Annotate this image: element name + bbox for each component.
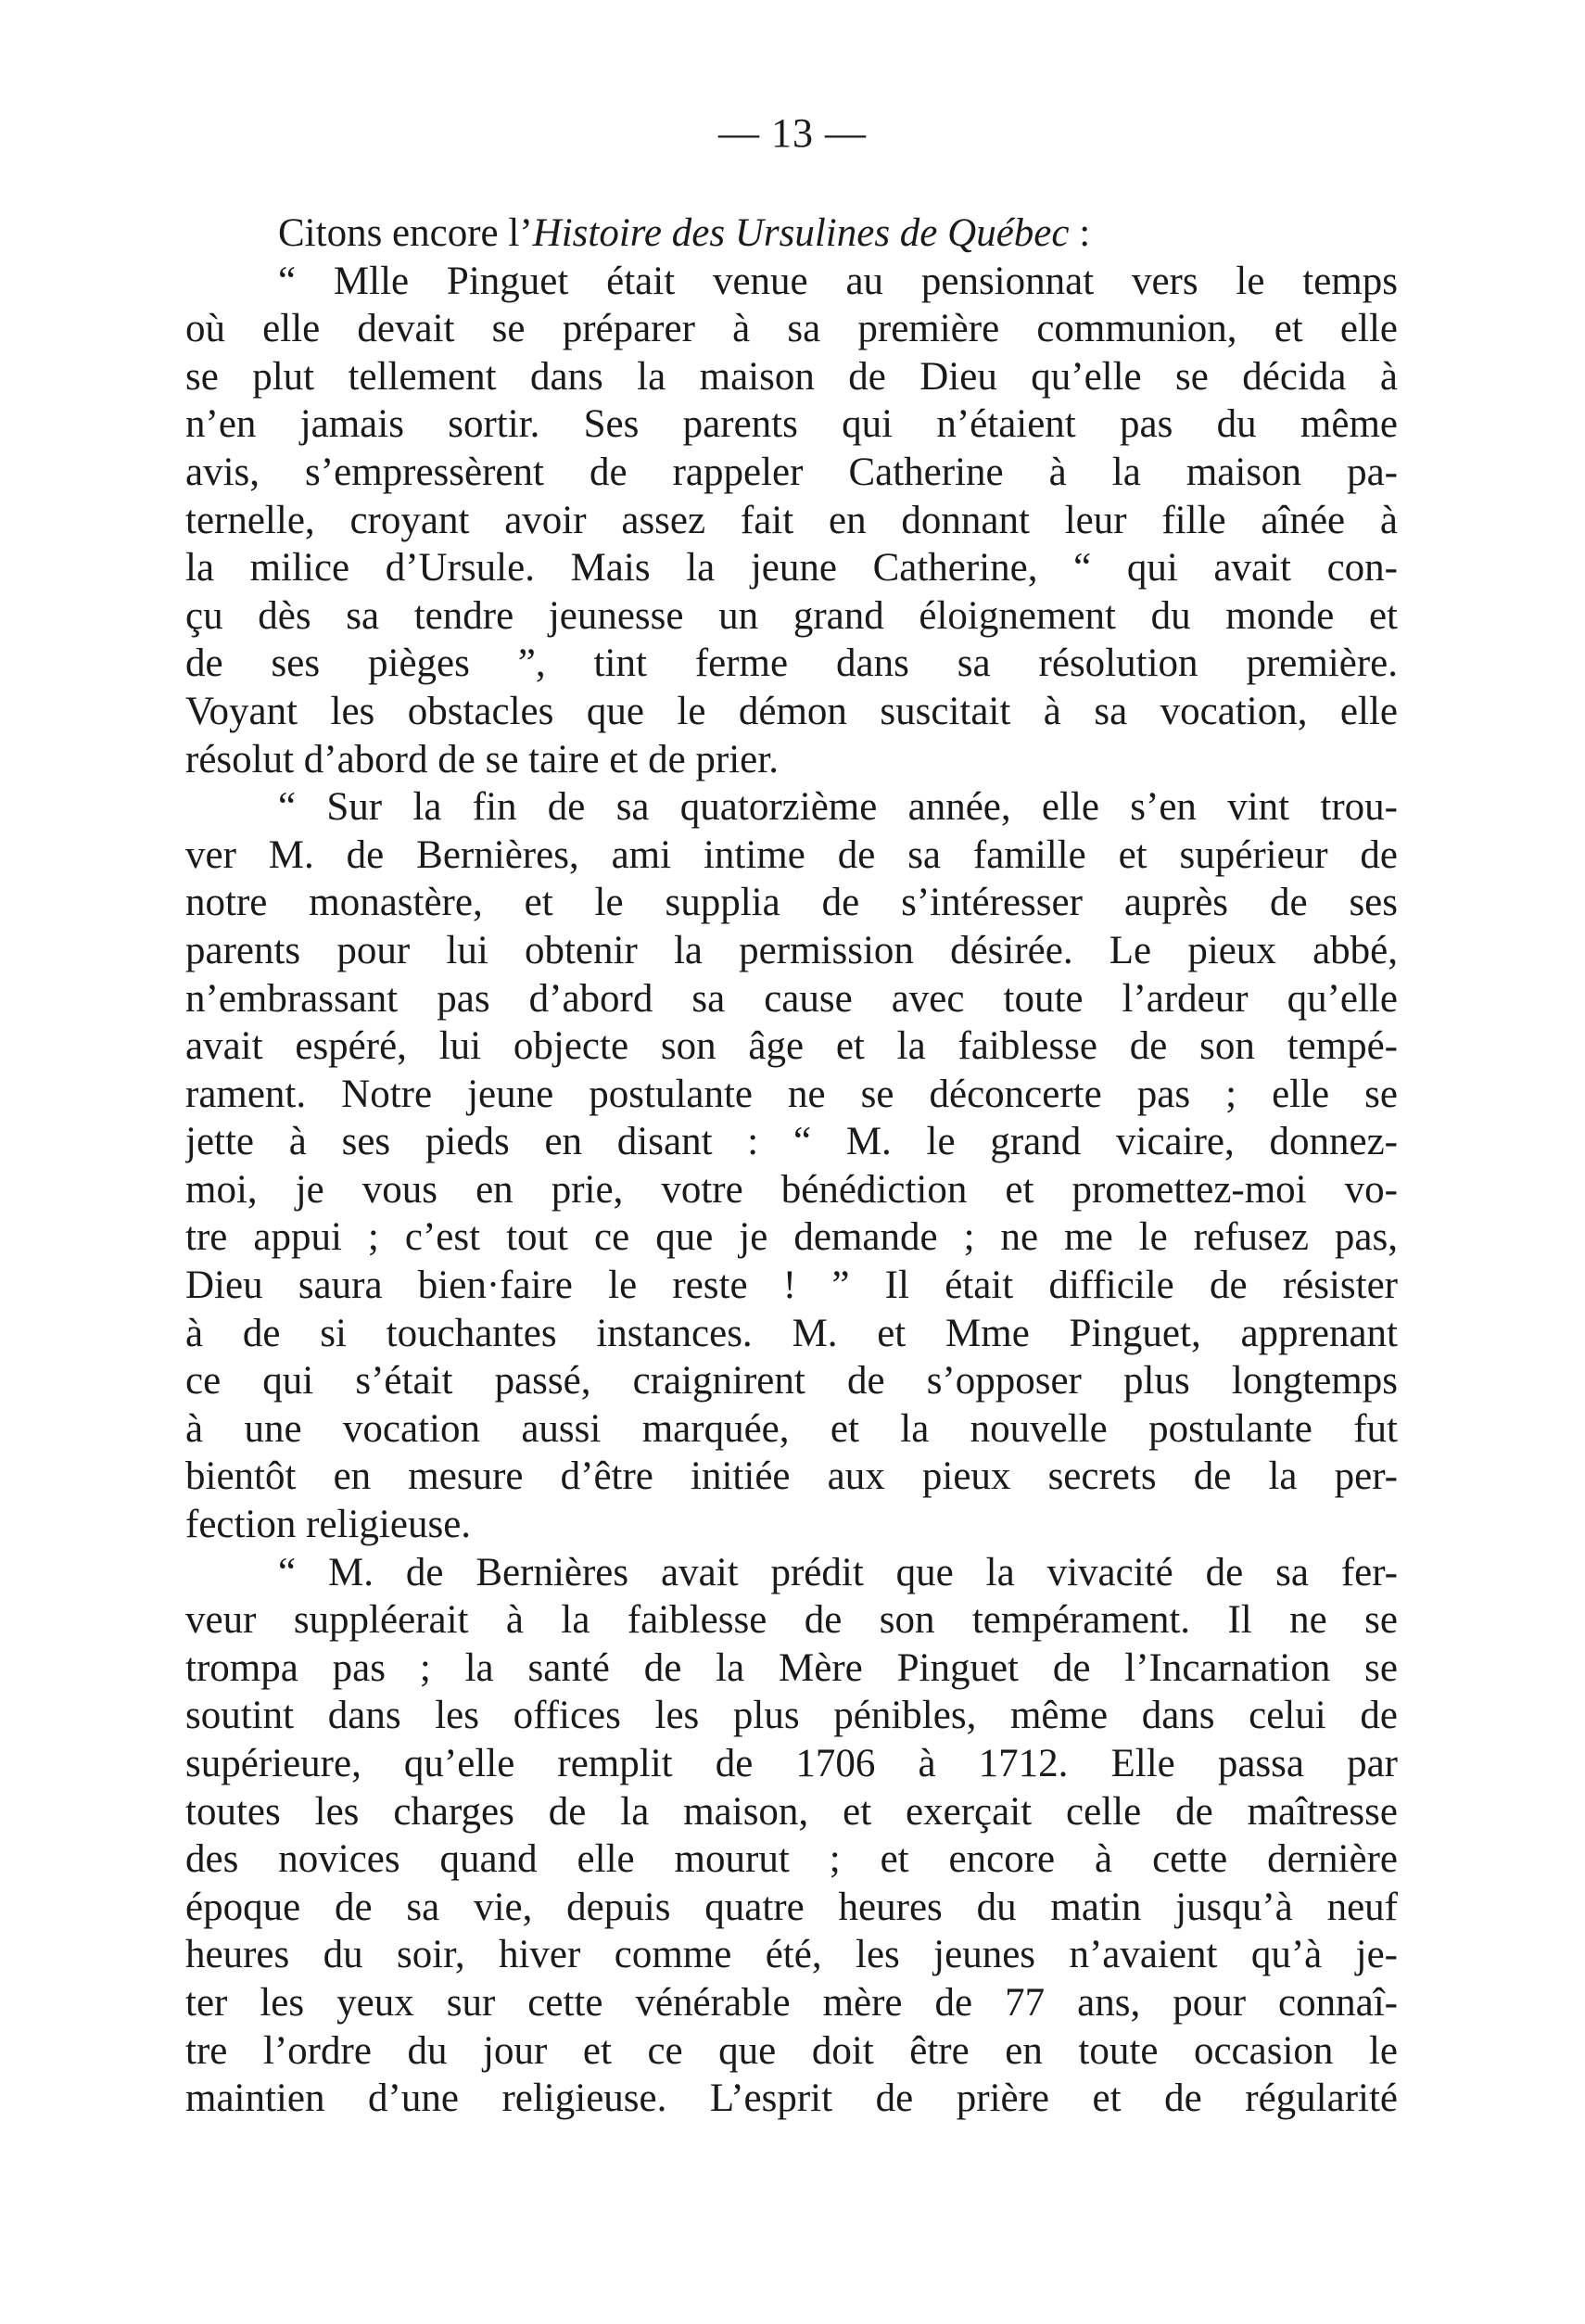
- text-line: [185, 1213, 1398, 1262]
- text-line: [185, 783, 1398, 832]
- text-line: [185, 1262, 1398, 1310]
- line-text: avis, s’empressèrent de rappeler Catherine à la maison pa-: [185, 450, 1398, 494]
- line-text: Dieu saura bien·faire le reste ! ” Il était difficile de résister: [185, 1264, 1398, 1308]
- italic-title: Histoire des Ursulines de Québec: [532, 211, 1070, 255]
- line-text: la milice d’Ursule. Mais la jeune Catherine, “ qui avait con-: [185, 546, 1398, 591]
- text-line: [185, 544, 1398, 592]
- text-line: [185, 927, 1398, 975]
- text-line: [185, 1884, 1398, 1932]
- line-text: fection religieuse.: [185, 1503, 472, 1547]
- text-line: [185, 1835, 1398, 1884]
- line-text: se plut tellement dans la maison de Dieu qu’elle se décida à: [185, 354, 1398, 399]
- text-line: [185, 1788, 1398, 1836]
- line-text: “ Mlle Pinguet était venue au pensionnat vers le temps: [278, 259, 1398, 303]
- line-text: Citons encore l’: [278, 211, 533, 255]
- text-line: [185, 640, 1398, 688]
- line-text: tre l’ordre du jour et ce que doit être en toute occasion le: [185, 2028, 1398, 2073]
- text-line: [185, 1501, 1398, 1549]
- line-text: veur suppléerait à la faiblesse de son tempérament. Il ne se: [185, 1598, 1398, 1643]
- text-line: [185, 1166, 1398, 1214]
- line-text: avait espéré, lui objecte son âge et la faiblesse de son tempé-: [185, 1024, 1398, 1069]
- line-text: trompa pas ; la santé de la Mère Pinguet de l’Incarnation se: [185, 1645, 1398, 1690]
- line-text: époque de sa vie, depuis quatre heures du matin jusqu’à neuf: [185, 1885, 1398, 1929]
- line-text: bientôt en mesure d’être initiée aux pieux secrets de la per-: [185, 1454, 1398, 1499]
- text-line: [185, 688, 1398, 736]
- text-line: [185, 449, 1398, 497]
- text-line: [185, 1405, 1398, 1454]
- line-text: à de si touchantes instances. M. et Mme Pinguet, apprenant: [185, 1311, 1398, 1355]
- text-line: [185, 832, 1398, 880]
- line-text: résolut d’abord de se taire et de prier.: [185, 737, 779, 781]
- text-line: [185, 2075, 1398, 2123]
- text-line: [185, 2027, 1398, 2076]
- text-line: [185, 1549, 1398, 1597]
- text-line: [185, 258, 1398, 306]
- text-line: [185, 353, 1398, 401]
- line-text: toutes les charges de la maison, et exerçait celle de maîtresse: [185, 1789, 1398, 1834]
- text-line: [185, 1740, 1398, 1788]
- text-line: [185, 879, 1398, 927]
- text-line: [185, 736, 1398, 784]
- line-text: n’en jamais sortir. Ses parents qui n’étaient pas du même: [185, 402, 1398, 447]
- line-text: où elle devait se préparer à sa première communion, et elle: [185, 307, 1398, 351]
- line-text: parents pour lui obtenir la permission désirée. Le pieux abbé,: [185, 928, 1398, 972]
- text-line: [185, 210, 1398, 258]
- text-line: [185, 592, 1398, 641]
- text-line: [185, 1692, 1398, 1740]
- text-line: [185, 1357, 1398, 1405]
- text-line: [185, 1118, 1398, 1166]
- line-text: ter les yeux sur cette vénérable mère de 77 ans, pour connaî-: [185, 1980, 1398, 2025]
- text-line: [185, 1645, 1398, 1693]
- line-text: ternelle, croyant avoir assez fait en donnant leur fille aînée à: [185, 498, 1398, 542]
- text-line: [185, 497, 1398, 545]
- line-text: ver M. de Bernières, ami intime de sa famille et supérieur de: [185, 832, 1398, 877]
- line-text: “ M. de Bernières avait prédit que la vivacité de sa fer-: [278, 1550, 1398, 1594]
- text-line: [185, 1931, 1398, 1979]
- line-text: de ses pièges ”, tint ferme dans sa résolution première.: [185, 641, 1398, 686]
- line-text: heures du soir, hiver comme été, les jeunes n’avaient qu’à je-: [185, 1933, 1398, 1977]
- line-text: moi, je vous en prie, votre bénédiction et promettez-moi vo-: [185, 1167, 1398, 1212]
- text-line: [185, 1979, 1398, 2027]
- text-line: [185, 1071, 1398, 1119]
- line-text-after: :: [1069, 211, 1091, 255]
- line-text: “ Sur la fin de sa quatorzième année, elle s’en vint trou-: [278, 785, 1398, 830]
- text-line: [185, 975, 1398, 1023]
- line-text: ce qui s’était passé, craignirent de s’opposer plus longtemps: [185, 1359, 1398, 1403]
- line-text: n’embrassant pas d’abord sa cause avec toute l’ardeur qu’elle: [185, 976, 1398, 1021]
- text-line: [185, 400, 1398, 449]
- line-text: tre appui ; c’est tout ce que je demande ; ne me le refusez pas,: [185, 1215, 1398, 1260]
- text-line: [185, 1022, 1398, 1071]
- line-text: maintien d’une religieuse. L’esprit de prière et de régularité: [185, 2076, 1398, 2121]
- line-text: des novices quand elle mourut ; et encore à cette dernière: [185, 1837, 1398, 1882]
- text-line: [185, 1453, 1398, 1501]
- line-text: notre monastère, et le supplia de s’intéresser auprès de ses: [185, 881, 1398, 925]
- line-text: çu dès sa tendre jeunesse un grand éloignement du monde et: [185, 593, 1398, 638]
- line-text: soutint dans les offices les plus pénibles, même dans celui de: [185, 1694, 1398, 1738]
- body-text: [185, 210, 1398, 2123]
- line-text: rament. Notre jeune postulante ne se déconcerte pas ; elle se: [185, 1072, 1398, 1116]
- line-text: à une vocation aussi marquée, et la nouvelle postulante fut: [185, 1406, 1398, 1451]
- text-line: [185, 305, 1398, 353]
- line-text: supérieure, qu’elle remplit de 1706 à 1712. Elle passa par: [185, 1742, 1398, 1785]
- text-line: [185, 1596, 1398, 1645]
- line-text: Voyant les obstacles que le démon suscitait à sa vocation, elle: [185, 689, 1398, 733]
- text-line: [185, 1310, 1398, 1358]
- line-text: jette à ses pieds en disant : “ M. le grand vicaire, donnez-: [185, 1120, 1398, 1164]
- page-number: — 13 —: [718, 110, 867, 156]
